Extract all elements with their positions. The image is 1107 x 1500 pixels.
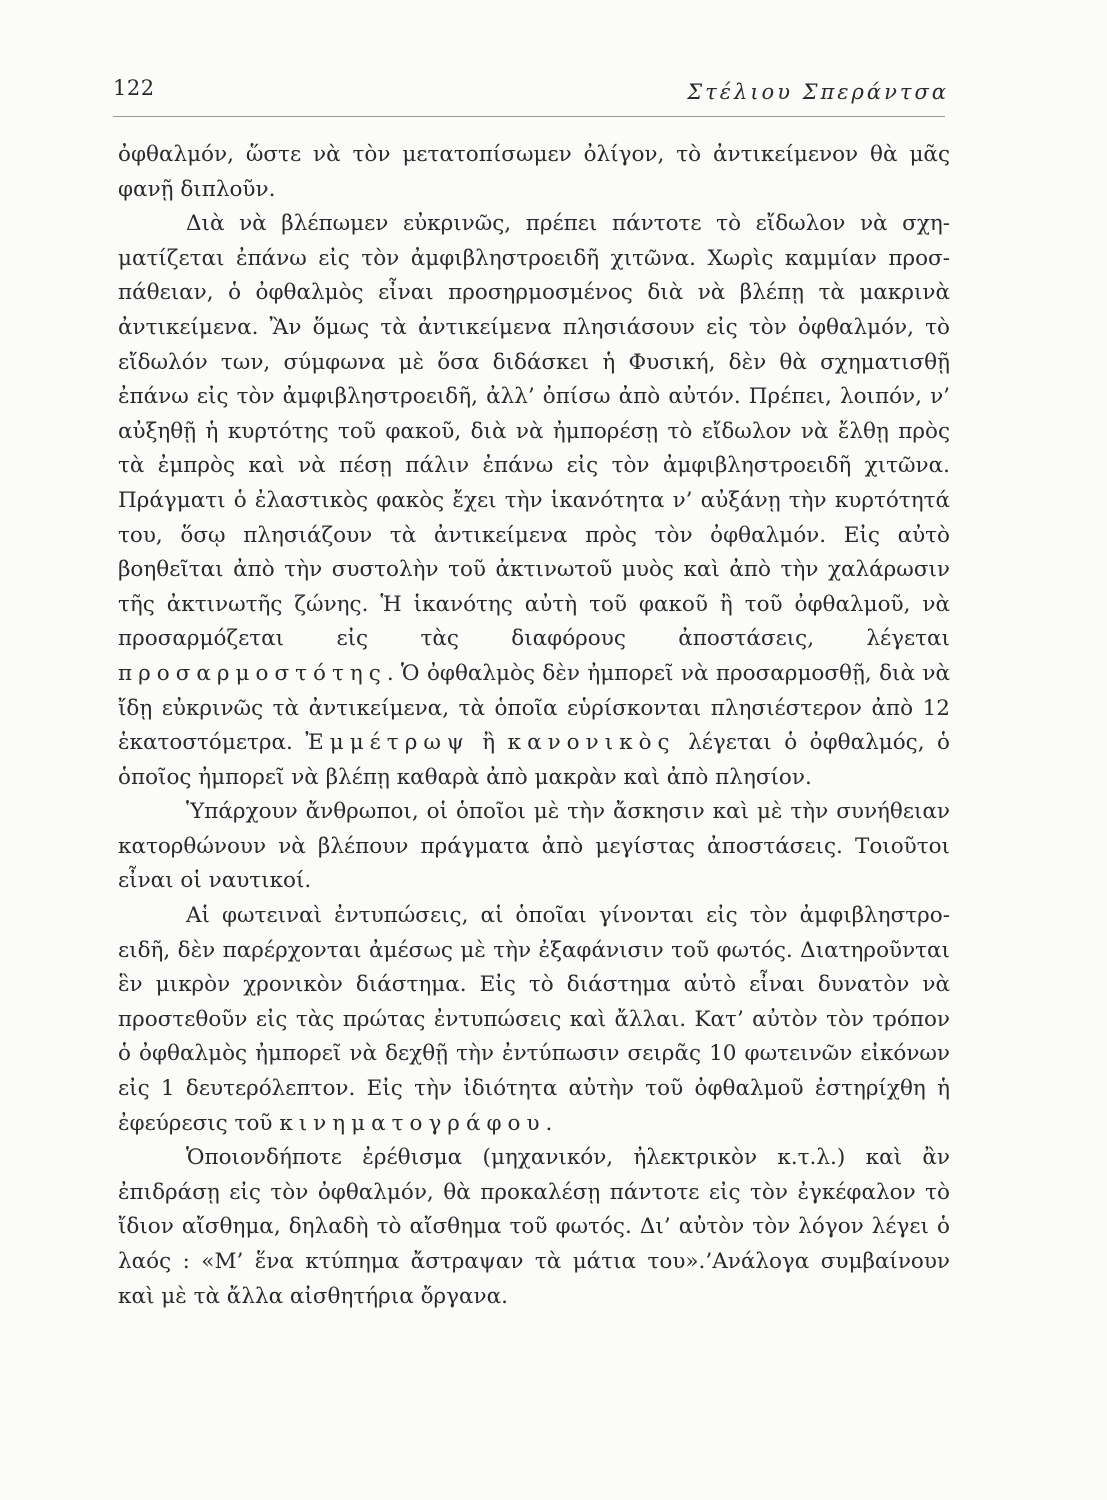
body-text [118, 138, 950, 1314]
spaced-term: κινηματογράφου [279, 1110, 546, 1136]
paragraph [118, 795, 950, 899]
paragraph [118, 207, 950, 795]
spaced-term: κανονικὸς [507, 730, 676, 756]
paragraph [118, 138, 950, 207]
text-segment: ἢ [469, 730, 508, 756]
text-segment: Αἱ φωτειναὶ ἐντυπώσεις, αἱ ὁποῖαι γίνονται εἰς τὸν ἀμφιβληστροειδῆ, δὲν παρέρχονται ἀμέσως μὲ τὴν ἐξαφάνισιν τοῦ φωτός. Διατηροῦνται ἓν μικρὸν χρονικὸν διάστημα. Εἰς τὸ διάστημα αὐτὸ εἶναι δυνατὸν νὰ προστεθοῦν εἰς τὰς πρώτας ἐντυπώσεις καὶ ἄλλαι. Κατ’ αὐτὸν τὸν τρόπον ὁ ὀφθαλμὸς ἠμπορεῖ νὰ δεχθῇ τὴν ἐντύπωσιν σειρᾶς 10 φωτεινῶν εἰκόνων εἰς 1 δευτερόλεπτον. Εἰς τὴν ἰδιότητα αὐτὴν τοῦ ὀφθαλμοῦ ἐστηρίχθη ἡ ἐφεύρεσις τοῦ [118, 903, 950, 1136]
text-segment: Ὑπάρχουν ἄνθρωποι, οἱ ὁποῖοι μὲ τὴν ἄσκησιν καὶ μὲ τὴν συνήθειαν κατορθώνουν νὰ βλέπουν πράγματα ἀπὸ μεγίστας ἀποστάσεις. Τοιοῦτοι εἶναι οἱ ναυτικοί. [118, 799, 950, 894]
text-segment: . Ὁ ὀφθαλμὸς δὲν ἠμπορεῖ νὰ προσαρμοσθῇ, διὰ νὰ ἴδῃ εὐκρινῶς τὰ ἀντικείμενα, τὰ ὁποῖα εὑρίσκονται πλησιέστερον ἀπὸ 12 ἑκατοστόμετρα. [118, 660, 950, 756]
text-segment: . [545, 1110, 553, 1136]
running-title: Στέλιου Σπεράντσα [687, 80, 949, 104]
text-segment: Ὁποιονδήποτε ἐρέθισμα (μηχανικόν, ἠλεκτρικὸν κ.τ.λ.) καὶ ἂν ἐπιδράσῃ εἰς τὸν ὀφθαλμόν, θὰ προκαλέσῃ πάντοτε εἰς τὸν ἐγκέφαλον τὸ ἴδιον αἴσθημα, δηλαδὴ τὸ αἴσθημα τοῦ φωτός. Δι’ αὐτὸν τὸν λόγον λέγει ὁ λαός : «Μ’ ἕνα κτύπημα ἄστραψαν τὰ μάτια του».’Ανάλογα συμβαίνουν καὶ μὲ τὰ ἄλλα αἰσθητήρια ὄργανα. [118, 1145, 950, 1309]
page-number: 122 [113, 76, 155, 100]
paragraph [118, 1141, 950, 1314]
spaced-term: προσαρμοστότης [118, 660, 387, 686]
paragraph [118, 899, 950, 1141]
text-segment: Διὰ νὰ βλέπωμεν εὐκρινῶς, πρέπει πάντοτε τὸ εἴδωλον νὰ σχηματίζεται ἐπάνω εἰς τὸν ἀμφιβληστροειδῆ χιτῶνα. Χωρὶς καμμίαν προσπάθειαν, ὁ ὀφθαλμὸς εἶναι προσηρμοσμένος διὰ νὰ βλέπῃ τὰ μακρινὰ ἀντικείμενα. Ἂν ὅμως τὰ ἀντικείμενα πλησιάσουν εἰς τὸν ὀφθαλμόν, τὸ εἴδωλόν των, σύμφωνα μὲ ὅσα διδάσκει ἡ Φυσική, δὲν θὰ σχηματισθῇ ἐπάνω εἰς τὸν ἀμφιβληστροειδῆ, ἀλλ’ ὀπίσω ἀπὸ αὐτόν. Πρέπει, λοιπόν, ν’ αὐξηθῇ ἡ κυρτότης τοῦ φακοῦ, διὰ νὰ ἠμπορέσῃ τὸ εἴδωλον νὰ ἔλθῃ πρὸς τὰ ἐμπρὸς καὶ νὰ πέσῃ πάλιν ἐπάνω εἰς τὸν ἀμφιβληστροειδῆ χιτῶνα. Πράγματι ὁ ἐλαστικὸς φακὸς ἔχει τὴν ἱκανότητα ν’ αὐξάνῃ τὴν κυρτότητά του, ὅσῳ πλησιάζουν τὰ ἀντικείμενα πρὸς τὸν ὀφθαλμόν. Εἰς αὐτὸ βοηθεῖται ἀπὸ τὴν συστολὴν τοῦ ἀκτινωτοῦ μυὸς καὶ ἀπὸ τὴν χαλάρωσιν τῆς ἀκτινωτῆς ζώνης. Ἡ ἱκανότης αὐτὴ τοῦ φακοῦ ἢ τοῦ ὀφθαλμοῦ, νὰ προσαρμόζεται εἰς τὰς διαφόρους ἀποστάσεις, λέγεται [118, 211, 950, 652]
header-rule [113, 116, 945, 117]
text-segment: λέγεται ὁ ὀφθαλμός, ὁ ὁποῖος ἠμπορεῖ νὰ βλέπῃ καθαρὰ ἀπὸ μακρὰν καὶ ἀπὸ πλησίον. [118, 730, 950, 790]
spaced-term: Ἐμμέτρωψ [305, 730, 470, 756]
text-segment: ὀφθαλμόν, ὥστε νὰ τὸν μετατοπίσωμεν ὀλίγον, τὸ ἀντικείμενον θὰ μᾶς φανῇ διπλοῦν. [118, 142, 950, 202]
